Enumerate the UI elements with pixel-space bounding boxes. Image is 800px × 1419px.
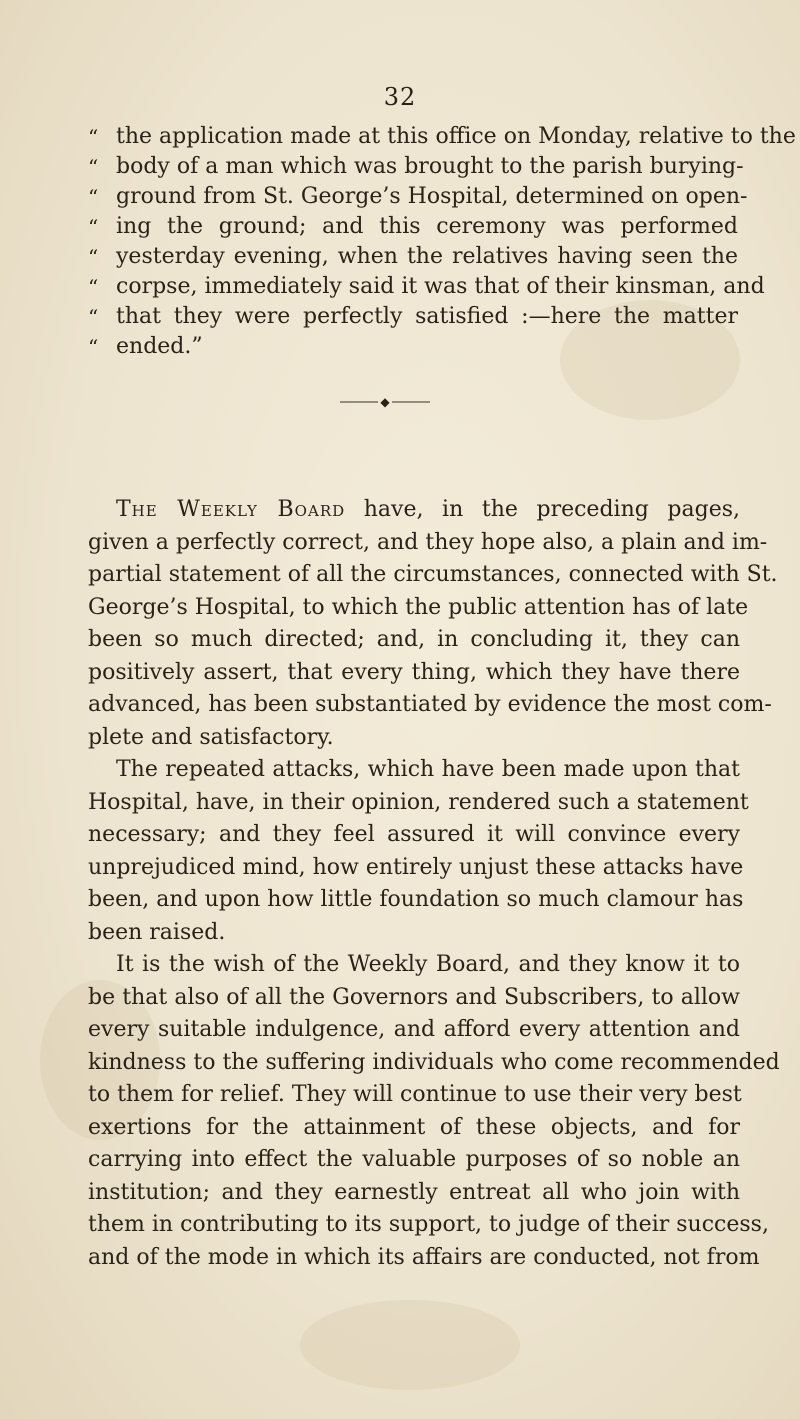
quote-mark: “ (88, 215, 99, 239)
paragraph-line: unprejudiced mind, how entirely unjust these attacks have (88, 854, 744, 880)
paragraph-line: every suitable indulgence, and afford every attention and (88, 1017, 740, 1042)
quote-mark: “ (88, 275, 99, 299)
quote-line-text: that they were perfectly satisfied :—here the matter (116, 304, 738, 329)
paragraph-line: kindness to the suffering individuals who come recommended (88, 1049, 780, 1075)
paragraph-line: positively assert, that every thing, which they have there (88, 659, 740, 685)
paragraph-line: institution; and they earnestly entreat all who join with (88, 1179, 740, 1205)
paragraph-line: and of the mode in which its affairs are conducted, not from (88, 1244, 760, 1270)
quote-mark: “ (88, 185, 99, 209)
page-number: 32 (383, 83, 417, 111)
paragraph-line (88, 494, 740, 527)
paragraph-line: It is the wish of the Weekly Board, and they know it to (116, 952, 740, 977)
quote-line (88, 272, 765, 302)
paragraph-line: them in contributing to its support, to judge of their success, (88, 1212, 769, 1237)
section-divider-ornament (340, 396, 430, 408)
paragraph-line: necessary; and they feel assured it will convince every (88, 822, 740, 847)
paragraph-line: been raised. (88, 919, 226, 945)
quote-line-text: ended.” (116, 334, 203, 359)
quote-mark: “ (88, 125, 99, 149)
paragraph-line: been so much directed; and, in concluding it, they can (88, 627, 740, 652)
quote-line-text: the application made at this office on Monday, relative to the (116, 124, 796, 149)
paragraph-line: George’s Hospital, to which the public attention has of late (88, 594, 749, 620)
quote-line-text: body of a man which was brought to the parish burying- (116, 154, 744, 179)
paragraph-line: partial statement of all the circumstances, connected with St. (88, 562, 778, 587)
paragraph-line: been, and upon how little foundation so much clamour has (88, 887, 744, 912)
paragraph-line: to them for relief. They will continue to use their very best (88, 1082, 742, 1107)
paragraph-line: The repeated attacks, which have been made upon that (116, 757, 740, 782)
quote-line-text: yesterday evening, when the relatives having seen the (116, 244, 738, 269)
quote-line-text: ing the ground; and this ceremony was performed (116, 214, 738, 239)
quoted-passage (88, 122, 796, 362)
paragraph-line: be that also of all the Governors and Subscribers, to allow (88, 984, 740, 1010)
quote-line-text: ground from St. George’s Hospital, determined on open- (116, 184, 748, 209)
paragraph-line: exertions for the attainment of these objects, and for (88, 1114, 740, 1140)
quote-line (88, 302, 738, 332)
quote-line-text: corpse, immediately said it was that of their kinsman, and (116, 274, 765, 299)
paragraph-line: given a perfectly correct, and they hope also, a plain and im- (88, 529, 768, 555)
quote-mark: “ (88, 335, 99, 359)
quote-line (88, 122, 796, 152)
quote-line (88, 152, 744, 182)
paragraph-line: Hospital, have, in their opinion, rendered such a statement (88, 789, 749, 815)
paragraph-line: carrying into effect the valuable purposes of so noble an (88, 1147, 740, 1172)
main-text (88, 494, 780, 1274)
paragraph-line-text: have, in the preceding pages, (345, 497, 740, 522)
quote-mark: “ (88, 245, 99, 269)
paper-stain (300, 1300, 520, 1390)
paragraph-line: advanced, has been substantiated by evidence the most com- (88, 692, 772, 717)
quote-line (88, 182, 748, 212)
quote-mark: “ (88, 305, 99, 329)
quote-line (88, 242, 738, 272)
divider-diamond-icon: ◆ (380, 396, 390, 408)
board-name-lead: The Weekly Board (116, 497, 346, 522)
quote-line (88, 212, 738, 242)
quote-line (88, 332, 738, 362)
paragraph-line: plete and satisfactory. (88, 724, 334, 750)
quote-mark: “ (88, 155, 99, 179)
